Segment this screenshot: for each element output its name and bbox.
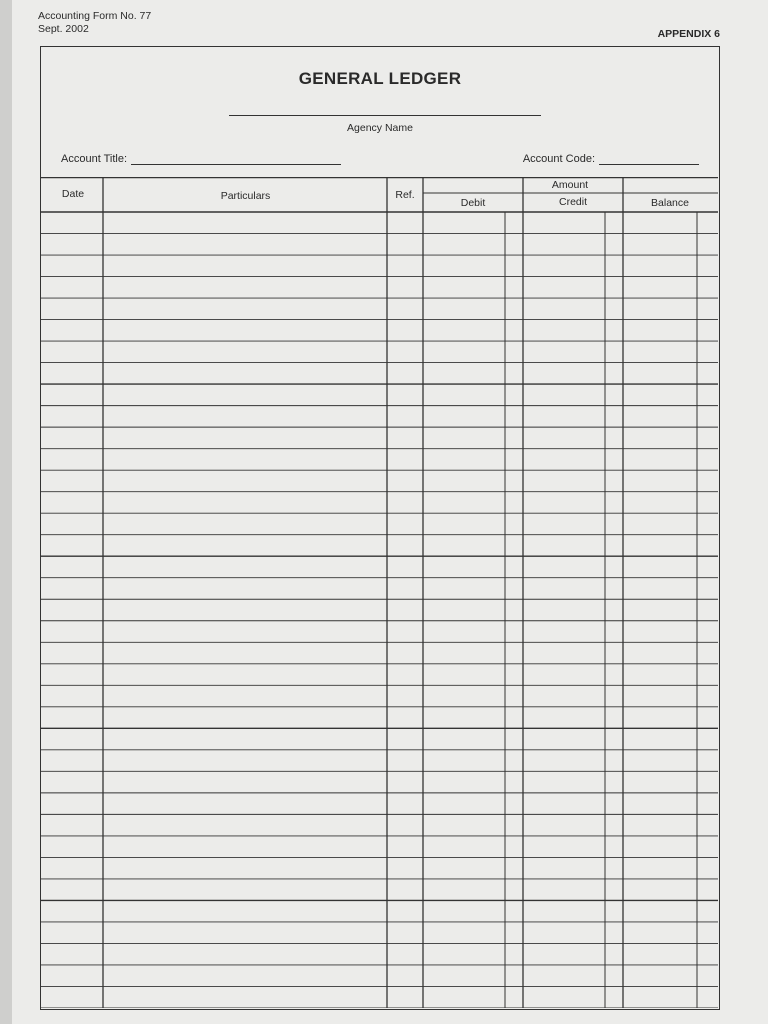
table-row[interactable]: [41, 363, 718, 385]
column-header-debit: Debit: [460, 197, 486, 209]
column-header-amount: Amount: [551, 179, 589, 191]
table-row[interactable]: [41, 234, 718, 256]
table-row[interactable]: [41, 212, 718, 234]
table-row[interactable]: [41, 384, 718, 406]
appendix-label: APPENDIX 6: [657, 28, 720, 40]
table-row[interactable]: [41, 449, 718, 471]
account-code-label: Account Code:: [522, 153, 595, 165]
table-row[interactable]: [41, 943, 718, 965]
form-title: GENERAL LEDGER: [298, 69, 462, 88]
table-row[interactable]: [41, 900, 718, 922]
table-row[interactable]: [41, 406, 718, 428]
table-row[interactable]: [41, 685, 718, 707]
column-header-credit: Credit: [558, 196, 587, 208]
column-header-particulars: Particulars: [220, 190, 271, 202]
photo-background: [0, 0, 12, 1024]
table-row[interactable]: [41, 707, 718, 729]
column-header-date: Date: [61, 188, 85, 200]
table-row[interactable]: [41, 535, 718, 557]
ledger-table: [41, 177, 718, 1008]
account-title-label: Account Title:: [61, 153, 128, 165]
table-row[interactable]: [41, 857, 718, 879]
agency-name-label: Agency Name: [347, 122, 413, 134]
table-row[interactable]: [41, 879, 718, 901]
table-row[interactable]: [41, 320, 718, 342]
table-row[interactable]: [41, 771, 718, 793]
table-row[interactable]: [41, 621, 718, 643]
table-row[interactable]: [41, 578, 718, 600]
ledger-grid: [41, 177, 718, 1008]
table-row[interactable]: [41, 470, 718, 492]
table-row[interactable]: [41, 599, 718, 621]
column-header-balance: Balance: [651, 197, 689, 209]
table-row[interactable]: [41, 341, 718, 363]
table-row[interactable]: [41, 642, 718, 664]
table-row[interactable]: [41, 277, 718, 299]
table-row[interactable]: [41, 836, 718, 858]
account-title-field[interactable]: [131, 152, 341, 165]
table-row[interactable]: [41, 793, 718, 815]
table-row[interactable]: [41, 255, 718, 277]
table-row[interactable]: [41, 492, 718, 514]
column-header-ref: Ref.: [395, 189, 415, 201]
table-row[interactable]: [41, 965, 718, 987]
table-row[interactable]: [41, 750, 718, 772]
form-number-line: Accounting Form No. 77: [38, 10, 152, 22]
table-row[interactable]: [41, 664, 718, 686]
table-row[interactable]: [41, 298, 718, 320]
table-row[interactable]: [41, 814, 718, 836]
form-number: [38, 10, 151, 36]
table-row[interactable]: [41, 513, 718, 535]
table-row[interactable]: [41, 986, 718, 1008]
account-title-row: [61, 152, 341, 165]
ledger-frame: [40, 46, 720, 1010]
account-code-field[interactable]: [599, 152, 699, 165]
table-row[interactable]: [41, 922, 718, 944]
table-row[interactable]: [41, 728, 718, 750]
account-code-row: [523, 152, 699, 165]
table-row[interactable]: [41, 427, 718, 449]
agency-name-field[interactable]: [229, 115, 541, 116]
form-date-line: Sept. 2002: [38, 23, 89, 35]
table-row[interactable]: [41, 556, 718, 578]
